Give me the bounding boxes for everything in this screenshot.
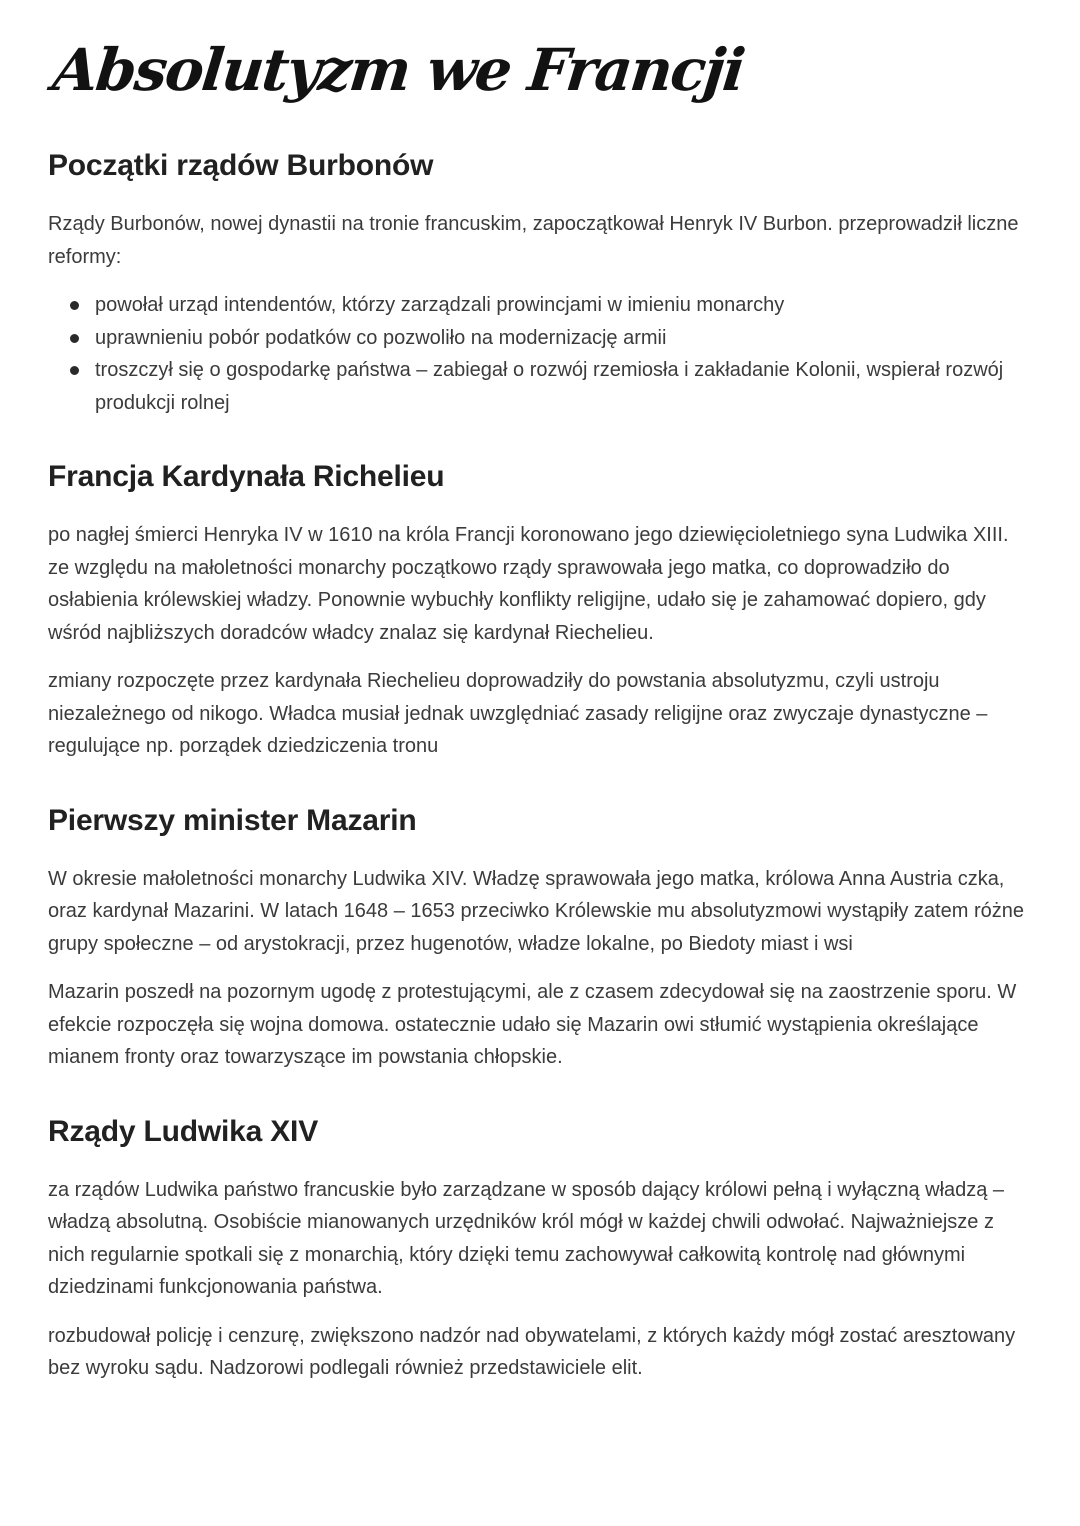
paragraph: zmiany rozpoczęte przez kardynała Riechelieu doprowadziły do powstania absolutyzmu, czyli ustroju niezależnego od nikogo. Władca musiał jednak uwzględniać zasady religijne oraz zwyczaje dynastyczne – regulujące np. porządek dziedziczenia tronu [48,670,988,757]
section-pierwszy-minister-mazarin [48,803,1032,1074]
section-rzady-ludwika-xiv [48,1114,1032,1385]
bullet-item: uprawnieniu pobór podatków co pozwoliło na modernizację armii [95,322,1032,355]
paragraph: za rządów Ludwika państwo francuskie było zarządzane w sposób dający królowi pełną i wyłączną władzą – władzą absolutną. Osobiście mianowanych urzędników król mógł w każdej chwili odwołać. Najważniejsze z nich regularnie spotkali się z monarchią, który dzięki temu zachowywał całkowitą kontrolę nad głównymi dziedzinami funkcjonowania państwa. [48,1178,1005,1298]
paragraph: po nagłej śmierci Henryka IV w 1610 na króla Francji koronowano jego dziewięcioletniego syna Ludwika XIII. ze względu na małoletności monarchy początkowo rządy sprawowała jego matka, co doprowadziło do osłabienia królewskiej władzy. Ponownie wybuchły konflikty religijne, udało się je zahamować dopiero, gdy wśród najbliższych doradców władcy znalaz się kardynał Riechelieu. [48,524,1009,644]
paragraph: rozbudował policję i cenzurę, zwiększono nadzór nad obywatelami, z których każdy mógł zostać aresztowany bez wyroku sądu. Nadzorowi podlegali również przedstawiciele elit. [48,1324,1016,1379]
bullet-list [48,289,1032,419]
heading-poczatki-rzadow-burbonow: Początki rządów Burbonów [48,149,434,182]
paragraph: Rządy Burbonów, nowej dynastii na tronie francuskim, zapoczątkował Henryk IV Burbon. przeprowadził liczne reformy: [48,213,1019,268]
heading-rzady-ludwika-xiv: Rządy Ludwika XIV [48,1114,318,1148]
paragraph: Mazarin poszedł na pozornym ugodę z protestującymi, ale z czasem zdecydował się na zaostrzenie sporu. W efekcie rozpoczęła się wojna domowa. ostatecznie udało się Mazarin owi stłumić wystąpienia określające mianem fronty oraz towarzyszące im powstania chłopskie. [48,981,1017,1068]
section-poczatki-rzadow-burbonow [48,148,1032,419]
bullet-item: powołał urząd intendentów, którzy zarządzali prowincjami w imieniu monarchy [95,289,1032,322]
heading-francja-kardynala-richelieu: Francja Kardynała Richelieu [48,460,445,493]
paragraph: W okresie małoletności monarchy Ludwika XIV. Władzę sprawowała jego matka, królowa Anna Austria czka, oraz kardynał Mazarini. W latach 1648 – 1653 przeciwko Królewskie mu absolutyzmowi wystąpiły zatem różne grupy społeczne – od arystokracji, przez hugenotów, władze lokalne, po Biedoty miast i wsi [48,867,1024,955]
heading-pierwszy-minister-mazarin: Pierwszy minister Mazarin [48,803,417,837]
page-title: Absolutyzm we Francji [49,36,747,104]
bullet-item: troszczył się o gospodarkę państwa – zabiegał o rozwój rzemiosła i zakładanie Kolonii, wspierał rozwój produkcji rolnej [95,354,1032,419]
section-francja-kardynala-richelieu [48,459,1032,763]
